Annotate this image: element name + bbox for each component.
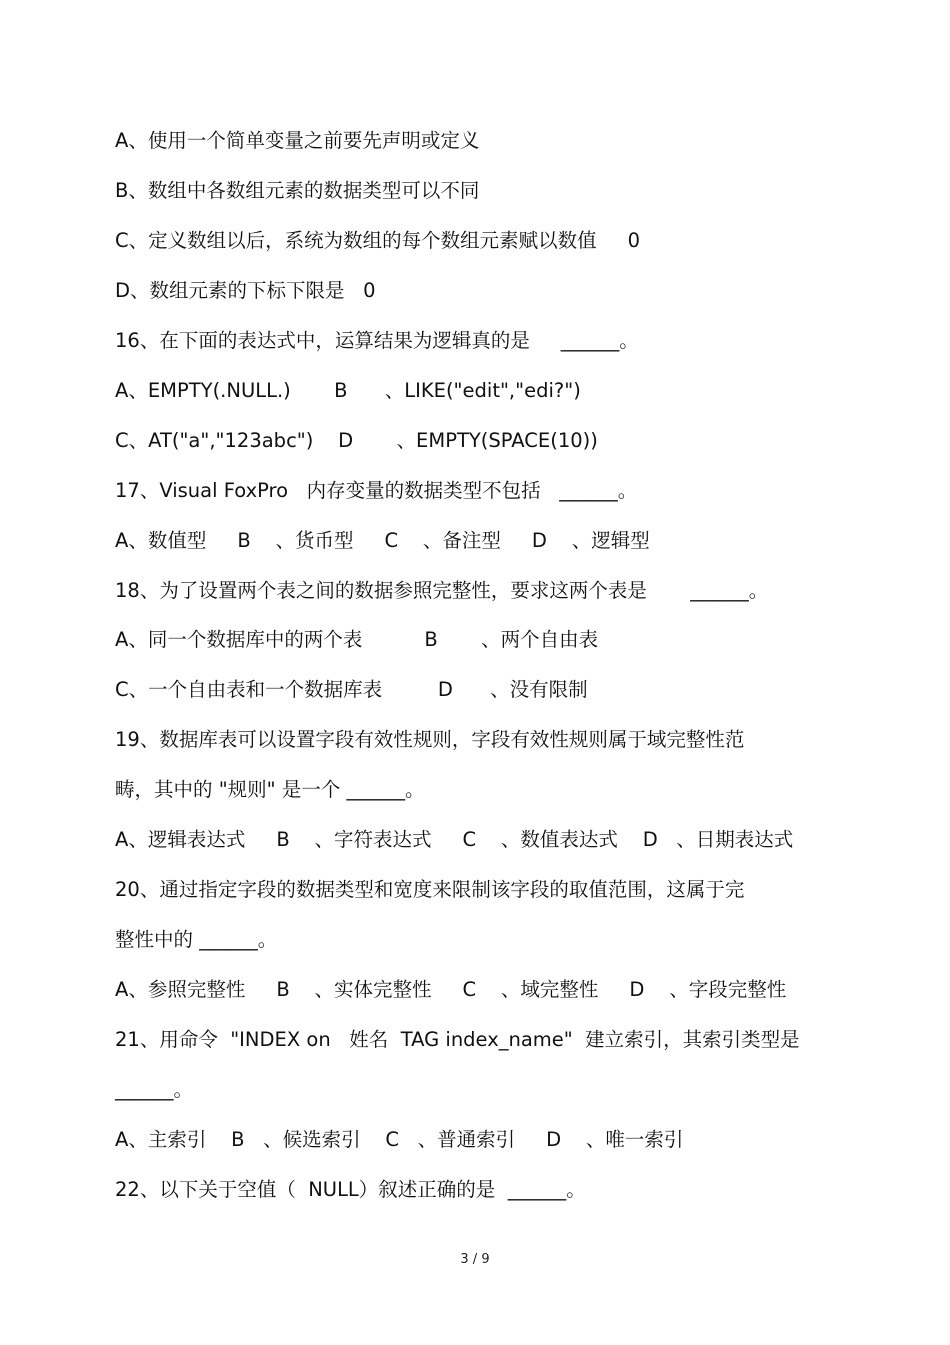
option-line: C、一个自由表和一个数据库表 D 、没有限制 [115, 678, 588, 701]
option-line: A、主索引 B 、候选索引 C 、普通索引 D 、唯一索引 [115, 1128, 684, 1151]
option-line: D、数组元素的下标下限是 0 [115, 279, 376, 302]
option-line: A、EMPTY(.NULL.) B 、LIKE("edit","edi?") [115, 379, 581, 402]
question-line: 畴，其中的 "规则" 是一个 ______。 [115, 778, 425, 801]
page-number: 3 / 9 [460, 1252, 490, 1267]
option-line: A、逻辑表达式 B 、字符表达式 C 、数值表达式 D 、日期表达式 [115, 828, 794, 851]
question-line: 20、通过指定字段的数据类型和宽度来限制该字段的取值范围，这属于完 [115, 878, 745, 901]
question-line: 16、在下面的表达式中，运算结果为逻辑真的是 ______。 [115, 329, 639, 352]
option-line: B、数组中各数组元素的数据类型可以不同 [115, 179, 480, 202]
question-line: 22、以下关于空值（ NULL）叙述正确的是 ______。 [115, 1178, 586, 1201]
option-line: A、参照完整性 B 、实体完整性 C 、域完整性 D 、字段完整性 [115, 978, 787, 1001]
question-line: 整性中的 ______。 [115, 928, 278, 951]
option-line: A、数值型 B 、货币型 C 、备注型 D 、逻辑型 [115, 529, 650, 552]
question-line: 21、用命令 "INDEX on 姓名 TAG index_name" 建立索引，其索引类型是 [115, 1028, 800, 1051]
option-line: C、AT("a","123abc") D 、EMPTY(SPACE(10)) [115, 429, 598, 452]
question-line: ______。 [115, 1078, 194, 1101]
question-line: 19、数据库表可以设置字段有效性规则，字段有效性规则属于域完整性范 [115, 728, 745, 751]
question-line: 18、为了设置两个表之间的数据参照完整性，要求这两个表是 ______。 [115, 579, 769, 602]
option-line: A、同一个数据库中的两个表 B 、两个自由表 [115, 628, 599, 651]
option-line: C、定义数组以后，系统为数组的每个数组元素赋以数值 0 [115, 229, 641, 252]
question-line: 17、Visual FoxPro 内存变量的数据类型不包括 ______。 [115, 479, 638, 502]
option-line: A、使用一个简单变量之前要先声明或定义 [115, 129, 480, 152]
